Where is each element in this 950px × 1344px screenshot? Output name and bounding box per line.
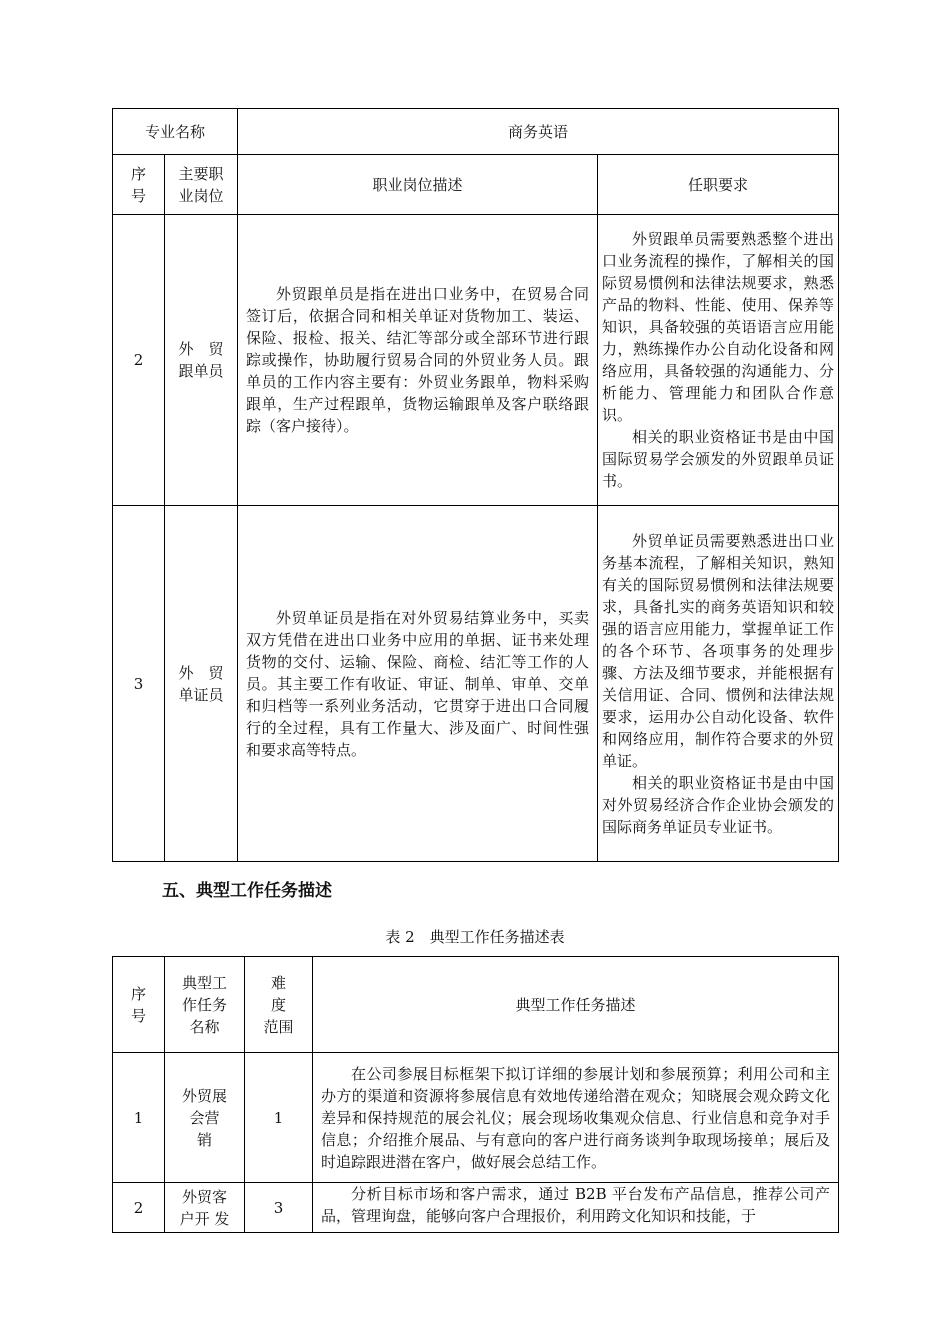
row-desc: 分析目标市场和客户需求，通过 B2B 平台发布产品信息，推荐公司产品，管理询盘，能够向客户合理报价，利用跨文化知识和技能，于 <box>313 1183 839 1233</box>
table-row <box>113 506 839 862</box>
row-task: 外贸客 户开 发 <box>165 1183 245 1233</box>
row-post: 外 贸 跟单员 <box>165 215 238 506</box>
row-desc: 外贸单证员是指在对外贸易结算业务中，买卖双方凭借在进出口业务中应用的单据、证书来处理货物的交付、运输、保险、商检、结汇等工作的人员。其主要工作有收证、审证、制单、审单、交单和归档等一系列业务活动，它贯穿于进出口合同履行的全过程，具有工作量大、涉及面广、时间性强和要求高等特点。 <box>238 506 598 862</box>
row-difficulty: 3 <box>245 1183 313 1233</box>
row-req: 外贸单证员需要熟悉进出口业务基本流程，了解相关知识，熟知有关的国际贸易惯例和法律法规要求，具备扎实的商务英语知识和较强的语言应用能力，掌握单证工作的各个环节、各项事务的处理步骤、方法及细节要求，并能根据有关信用证、合同、惯例和法律法规要求，运用办公自动化设备、软件和网络应用，制作符合要求的外贸单证。 相关的职业资格证书是由中国对外贸易经济合作企业协会颁发的国际商务单证员专业证书。 <box>598 506 839 862</box>
table-row <box>113 1053 839 1183</box>
row-req: 外贸跟单员需要熟悉整个进出口业务流程的操作，了解相关的国际贸易惯例和法律法规要求，熟悉产品的物料、性能、使用、保养等知识，具备较强的英语语言应用能力，熟练操作办公自动化设备和网络应用，具备较强的沟通能力、分析能力、管理能力和团队合作意识。 相关的职业资格证书是由中国国际贸易学会颁发的外贸跟单员证书。 <box>598 215 839 506</box>
row-post: 外 贸 单证员 <box>165 506 238 862</box>
header-desc: 职业岗位描述 <box>238 155 598 215</box>
table-caption: 表 2 典型工作任务描述表 <box>385 928 565 946</box>
header-difficulty: 难 度 范围 <box>245 957 313 1053</box>
row-seq: 1 <box>113 1053 165 1183</box>
task-table <box>112 956 839 1233</box>
row-difficulty: 1 <box>245 1053 313 1183</box>
occupation-table <box>112 108 839 862</box>
section-heading: 五、典型工作任务描述 <box>162 881 332 901</box>
header-post: 主要职 业岗位 <box>165 155 238 215</box>
major-value: 商务英语 <box>238 109 839 155</box>
header-desc: 典型工作任务描述 <box>313 957 839 1053</box>
row-seq: 2 <box>113 1183 165 1233</box>
row-seq: 3 <box>113 506 165 862</box>
header-req: 任职要求 <box>598 155 839 215</box>
header-task: 典型工 作任务 名称 <box>165 957 245 1053</box>
table-row <box>113 1183 839 1233</box>
row-desc: 在公司参展目标框架下拟订详细的参展计划和参展预算；利用公司和主办方的渠道和资源将参展信息有效地传递给潜在观众；知晓展会观众跨文化差异和保持规范的展会礼仪；展会现场收集观众信息、行业信息和竞争对手信息；介绍推介展品、与有意向的客户进行商务谈判争取现场接单；展后及时追踪跟进潜在客户，做好展会总结工作。 <box>313 1053 839 1183</box>
table-row <box>113 215 839 506</box>
header-seq: 序 号 <box>113 957 165 1053</box>
row-seq: 2 <box>113 215 165 506</box>
row-task: 外贸展 会营 销 <box>165 1053 245 1183</box>
header-seq: 序 号 <box>113 155 165 215</box>
major-label: 专业名称 <box>113 109 238 155</box>
row-desc: 外贸跟单员是指在进出口业务中，在贸易合同签订后，依据合同和相关单证对货物加工、装运、保险、报检、报关、结汇等部分或全部环节进行跟踪或操作，协助履行贸易合同的外贸业务人员。跟单员的工作内容主要有：外贸业务跟单，物料采购跟单，生产过程跟单，货物运输跟单及客户联络跟踪（客户接待）。 <box>238 215 598 506</box>
